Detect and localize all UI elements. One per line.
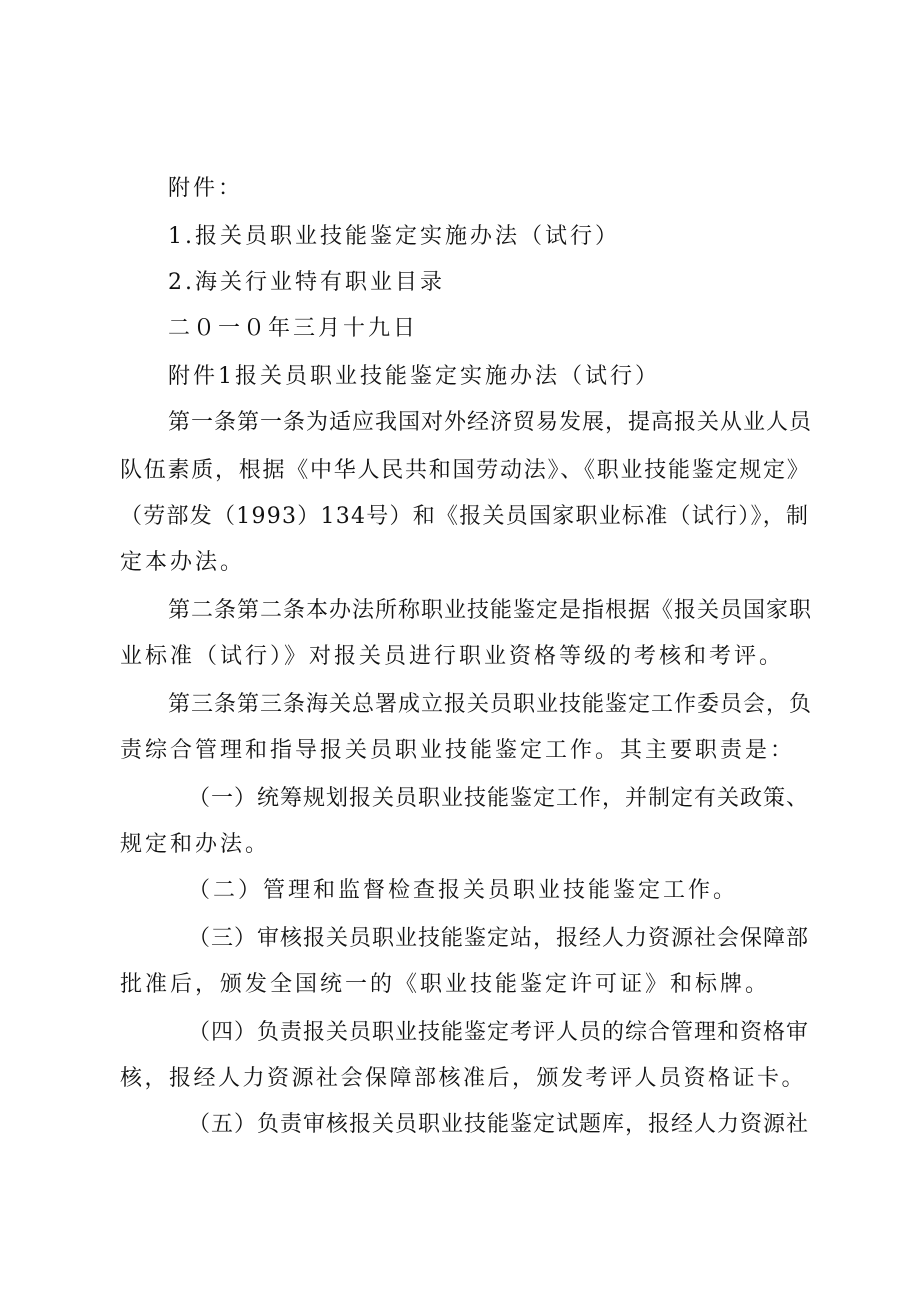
article-1-line-3: （劳部发（1993）134号）和《报关员国家职业标准（试行）》，制 xyxy=(120,504,810,529)
article-2-line-1: 第二条第二条本办法所称职业技能鉴定是指根据《报关员国家职 xyxy=(168,598,813,623)
attachments-label: 附件： xyxy=(168,176,244,201)
article-1-line-2: 队伍素质，根据《中华人民共和国劳动法》、《职业技能鉴定规定》 xyxy=(120,458,811,483)
article-2-line-2: 业标准（试行）》对报关员进行职业资格等级的考核和考评。 xyxy=(120,644,785,669)
document-date: 二０一０年三月十九日 xyxy=(168,316,419,341)
article-3-line-1: 第三条第三条海关总署成立报关员职业技能鉴定工作委员会，负 xyxy=(168,692,813,717)
item-3-line-1: （三）审核报关员职业技能鉴定站，报经人力资源社会保障部 xyxy=(188,926,810,951)
item-5-line-1: （五）负责审核报关员职业技能鉴定试题库，报经人力资源社 xyxy=(188,1112,810,1137)
item-1-line-2: 规定和办法。 xyxy=(120,832,271,857)
article-1-line-4: 定本办法。 xyxy=(120,550,246,575)
item-4-line-1: （四）负责报关员职业技能鉴定考评人员的综合管理和资格审 xyxy=(188,1020,810,1045)
attachment-item-1: 1.报关员职业技能鉴定实施办法（试行） xyxy=(168,224,620,249)
item-3-line-2: 批准后，颁发全国统一的《职业技能鉴定许可证》和标牌。 xyxy=(120,972,771,997)
attachment-item-2: 2.海关行业特有职业目录 xyxy=(168,270,445,295)
item-4-line-2: 核，报经人力资源社会保障部核准后，颁发考评人员资格证卡。 xyxy=(120,1066,807,1091)
item-2-line-1: （二）管理和监督检查报关员职业技能鉴定工作。 xyxy=(188,878,739,903)
article-3-line-2: 责综合管理和指导报关员职业技能鉴定工作。其主要职责是： xyxy=(120,738,796,763)
article-1-line-1: 第一条第一条为适应我国对外经济贸易发展，提高报关从业人员 xyxy=(168,410,813,435)
item-1-line-1: （一）统筹规划报关员职业技能鉴定工作，并制定有关政策、 xyxy=(188,786,810,811)
attachment-heading: 附件1报关员职业技能鉴定实施办法（试行） xyxy=(168,364,660,389)
